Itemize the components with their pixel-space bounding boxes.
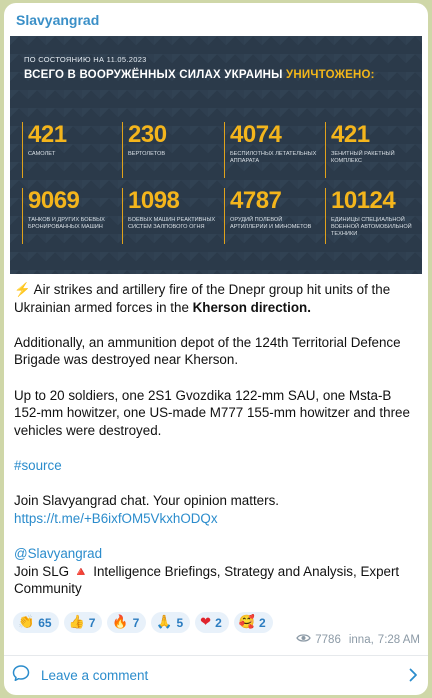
hashtag-link[interactable]: #source: [14, 457, 62, 473]
join-chat-text: Join Slavyangrad chat. Your opinion matters.: [14, 493, 280, 509]
stat-value: 9069: [28, 187, 80, 214]
red-triangle-emoji: 🔺: [72, 563, 90, 579]
message-meta: [296, 633, 420, 646]
post-text-span: Air strikes and artillery fire of the Dnepr group hit units of the Ukrainian armed forces in the: [14, 282, 391, 315]
reactions-bar: [13, 612, 273, 633]
stat-vehicles: [325, 188, 422, 244]
reaction-count: 7: [132, 615, 140, 630]
pray-icon: 🙏: [156, 614, 173, 630]
stat-label: ВЕРТОЛЕТОВ: [128, 151, 166, 157]
stat-mlrs: [122, 188, 220, 244]
join-slg-suffix: Intelligence Briefings, Strategy and Analysis, Expert Community: [14, 563, 400, 597]
reaction-count: 5: [176, 615, 184, 630]
join-slg-text: [14, 563, 418, 598]
views-eye-icon: [296, 633, 311, 646]
banner-date: ПО СОСТОЯНИЮ НА 11.05.2023: [24, 55, 147, 64]
stat-value: 230: [128, 121, 167, 148]
lightning-emoji: ⚡: [14, 282, 31, 297]
stat-label: САМОЛЕТ: [28, 151, 56, 157]
join-slg-prefix: Join SLG: [14, 563, 73, 579]
stat-aircraft: [22, 122, 120, 178]
reaction-count: 2: [215, 615, 222, 630]
fire-icon: 🔥: [112, 614, 129, 630]
stat-value: 421: [331, 121, 370, 148]
reaction-count: 7: [88, 615, 96, 630]
chat-invite-link[interactable]: https://t.me/+B6ixfOM5VkxhODQx: [14, 510, 218, 526]
kherson-direction: Kherson direction.: [192, 299, 311, 315]
reaction-heart[interactable]: [195, 612, 229, 633]
stat-value: 1098: [128, 187, 180, 214]
stat-helicopters: [122, 122, 220, 178]
post-author: inna,: [348, 633, 374, 646]
banner-headline-main: ВСЕГО В ВООРУЖЁННЫХ СИЛАХ УКРАИНЫ: [24, 69, 287, 81]
stat-value: 421: [28, 121, 67, 148]
stat-air-defense: [325, 122, 422, 178]
leave-comment-label: Leave a comment: [41, 668, 149, 683]
post-paragraph-3: Up to 20 soldiers, one 2S1 Gvozdika 122-mm SAU, one Msta-B 152-mm howitzer, one US-made M777 155-mm howitzer and three vehicles were destroyed.: [14, 387, 410, 438]
message-card: [4, 3, 428, 695]
post-time: 7:28 AM: [377, 633, 420, 646]
views-count: 7786: [315, 633, 341, 646]
post-paragraph-2: Additionally, an ammunition depot of the 124th Territorial Defence Brigade was destroyed near Kherson.: [14, 334, 401, 368]
channel-handle-link[interactable]: @Slavyangrad: [14, 545, 103, 561]
channel-name[interactable]: Slavyangrad: [16, 12, 100, 28]
stat-artillery: [224, 188, 322, 244]
reaction-clap[interactable]: [13, 612, 59, 633]
stat-label: ЗЕНИТНЫЙ РАКЕТНЫЙ КОМПЛЕКС: [331, 151, 395, 164]
reaction-count: 65: [38, 615, 52, 630]
stat-tanks: [22, 188, 120, 244]
reaction-pray[interactable]: [151, 612, 190, 633]
stat-label: ЕДИНИЦЫ СПЕЦИАЛЬНОЙ ВОЕННОЙ АВТОМОБИЛЬНОЙ ТЕХНИКИ: [331, 217, 412, 237]
stat-label: ТАНКОВ И ДРУГИХ БОЕВЫХ БРОНИРОВАННЫХ МАШИН: [28, 217, 105, 230]
stat-value: 10124: [331, 187, 396, 214]
heart-icon: ❤: [200, 614, 212, 630]
clap-icon: 👏: [18, 614, 35, 630]
post-paragraph-1: [14, 281, 418, 316]
reaction-thumbs-up[interactable]: [64, 612, 103, 633]
post-text: [14, 281, 418, 598]
leave-comment-button[interactable]: [4, 656, 428, 695]
stat-label: БОЕВЫХ МАШИН РЕАКТИВНЫХ СИСТЕМ ЗАЛПОВОГО ОГНЯ: [128, 217, 216, 230]
stat-label: БЕСПИЛОТНЫХ ЛЕТАТЕЛЬНЫХ АППАРАТА: [230, 151, 317, 164]
stats-banner-image[interactable]: [10, 36, 422, 274]
stat-value: 4787: [230, 187, 282, 214]
stat-label: ОРУДИЙ ПОЛЕВОЙ АРТИЛЛЕРИИ И МИНОМЕТОВ: [230, 217, 312, 230]
banner-headline: [24, 69, 375, 81]
smiling-hearts-icon: 🥰: [238, 614, 255, 630]
stat-drones: [224, 122, 322, 178]
reaction-count: 2: [258, 615, 266, 630]
stat-value: 4074: [230, 121, 282, 148]
reaction-fire[interactable]: [107, 612, 146, 633]
comment-bubble-icon: [12, 664, 30, 687]
thumbs-up-icon: 👍: [68, 614, 85, 630]
chevron-right-icon: [408, 668, 418, 687]
reaction-smiling-hearts[interactable]: [234, 612, 273, 633]
banner-headline-highlight: УНИЧТОЖЕНО:: [286, 69, 375, 81]
